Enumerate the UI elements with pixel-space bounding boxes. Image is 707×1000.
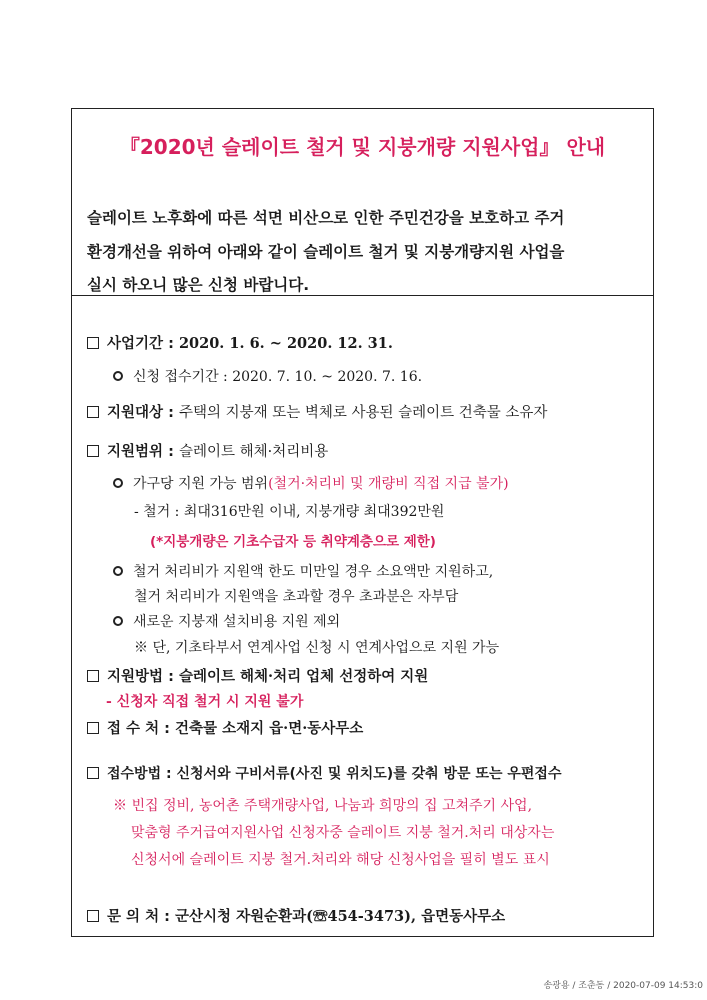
checkbox-icon	[87, 445, 99, 457]
contact-value: 군산시청 자원순환과(☏454-3473), 읍면동사무소	[175, 908, 506, 925]
scope-value: 슬레이트 해체·처리비용	[178, 444, 329, 460]
checkbox-icon	[87, 337, 99, 349]
intro-line-3: 실시 하오니 많은 신청 바랍니다.	[87, 276, 310, 294]
apply-note-3: 신청서에 슬레이트 지붕 철거.처리와 해당 신청사업을 필히 별도 표시	[131, 852, 550, 868]
target-value: 주택의 지붕재 또는 벽체로 사용된 슬레이트 건축물 소유자	[178, 405, 548, 421]
scope-label: 지원범위 :	[107, 444, 179, 460]
scope-item-1	[113, 473, 509, 493]
scope-item-2-cont: 철거 처리비가 지원액을 초과할 경우 초과분은 자부담	[134, 589, 459, 605]
method-label: 지원방법 :	[107, 669, 179, 685]
circle-bullet-icon	[113, 371, 123, 381]
circle-bullet-icon	[113, 616, 123, 626]
checkbox-icon	[87, 670, 99, 682]
apply-value: 신청서와 구비서류(사진 및 위치도)를 갖춰 방문 또는 우편접수	[176, 766, 562, 782]
office-value: 건축물 소재지 읍·면·동사무소	[175, 720, 364, 737]
target-heading	[87, 401, 547, 422]
period-sub-text: 신청 접수기간 : 2020. 7. 10. ~ 2020. 7. 16.	[133, 369, 423, 385]
scope-heading	[87, 440, 328, 461]
contact-heading	[87, 905, 505, 926]
checkbox-icon	[87, 406, 99, 418]
intro-line-2: 환경개선을 위하여 아래와 같이 슬레이트 철거 및 지붕개량지원 사업을	[87, 243, 565, 261]
scope-item-2	[113, 561, 493, 581]
scope-item-4: ※ 단, 기초타부서 연계사업 신청 시 연계사업으로 지원 가능	[134, 640, 500, 656]
scope-note: (*지붕개량은 기초수급자 등 취약계층으로 제한)	[150, 534, 436, 550]
title-divider	[72, 295, 653, 296]
checkbox-icon	[87, 722, 99, 734]
apply-label: 접수방법 :	[107, 766, 177, 782]
contact-label: 문 의 처 :	[107, 909, 176, 925]
checkbox-icon	[87, 767, 99, 779]
scope-item-2-text: 철거 처리비가 지원액 한도 미만일 경우 소요액만 지원하고,	[133, 564, 494, 580]
notice-title: 『2020년 슬레이트 철거 및 지붕개량 지원사업』 안내	[119, 135, 606, 159]
office-heading	[87, 717, 363, 738]
period-sub	[113, 366, 422, 386]
scope-item-1-red: (철거·처리비 및 개량비 직접 지급 불가)	[268, 476, 509, 492]
office-label: 접 수 처 :	[107, 721, 176, 737]
intro-line-1: 슬레이트 노후화에 따른 석면 비산으로 인한 주민건강을 보호하고 주거	[87, 209, 565, 227]
apply-note-2: 맞춤형 주거급여지원사업 신청자중 슬레이트 지붕 철거.처리 대상자는	[131, 825, 555, 841]
period-value: 2020. 1. 6. ~ 2020. 12. 31.	[178, 335, 393, 352]
apply-heading	[87, 763, 561, 783]
period-heading	[87, 332, 393, 353]
scope-item-1-text: 가구당 지원 가능 범위	[133, 476, 269, 492]
method-heading	[87, 665, 428, 686]
scope-item-3-text: 새로운 지붕재 설치비용 지원 제외	[133, 614, 341, 630]
scope-detail: - 철거 : 최대316만원 이내, 지붕개량 최대392만원	[134, 504, 445, 520]
page-footer: 송광용 / 조춘동 / 2020-07-09 14:53:0	[543, 981, 703, 991]
checkbox-icon	[87, 910, 99, 922]
period-label: 사업기간 :	[107, 336, 179, 352]
target-label: 지원대상 :	[107, 405, 179, 421]
method-sub: - 신청자 직접 철거 시 지원 불가	[106, 694, 304, 710]
apply-note-1: ※ 빈집 정비, 농어촌 주택개량사업, 나눔과 희망의 집 고쳐주기 사업,	[113, 798, 533, 814]
circle-bullet-icon	[113, 478, 123, 488]
method-value: 슬레이트 해체·처리 업체 선정하여 지원	[178, 668, 429, 685]
scope-item-3	[113, 611, 340, 631]
circle-bullet-icon	[113, 566, 123, 576]
